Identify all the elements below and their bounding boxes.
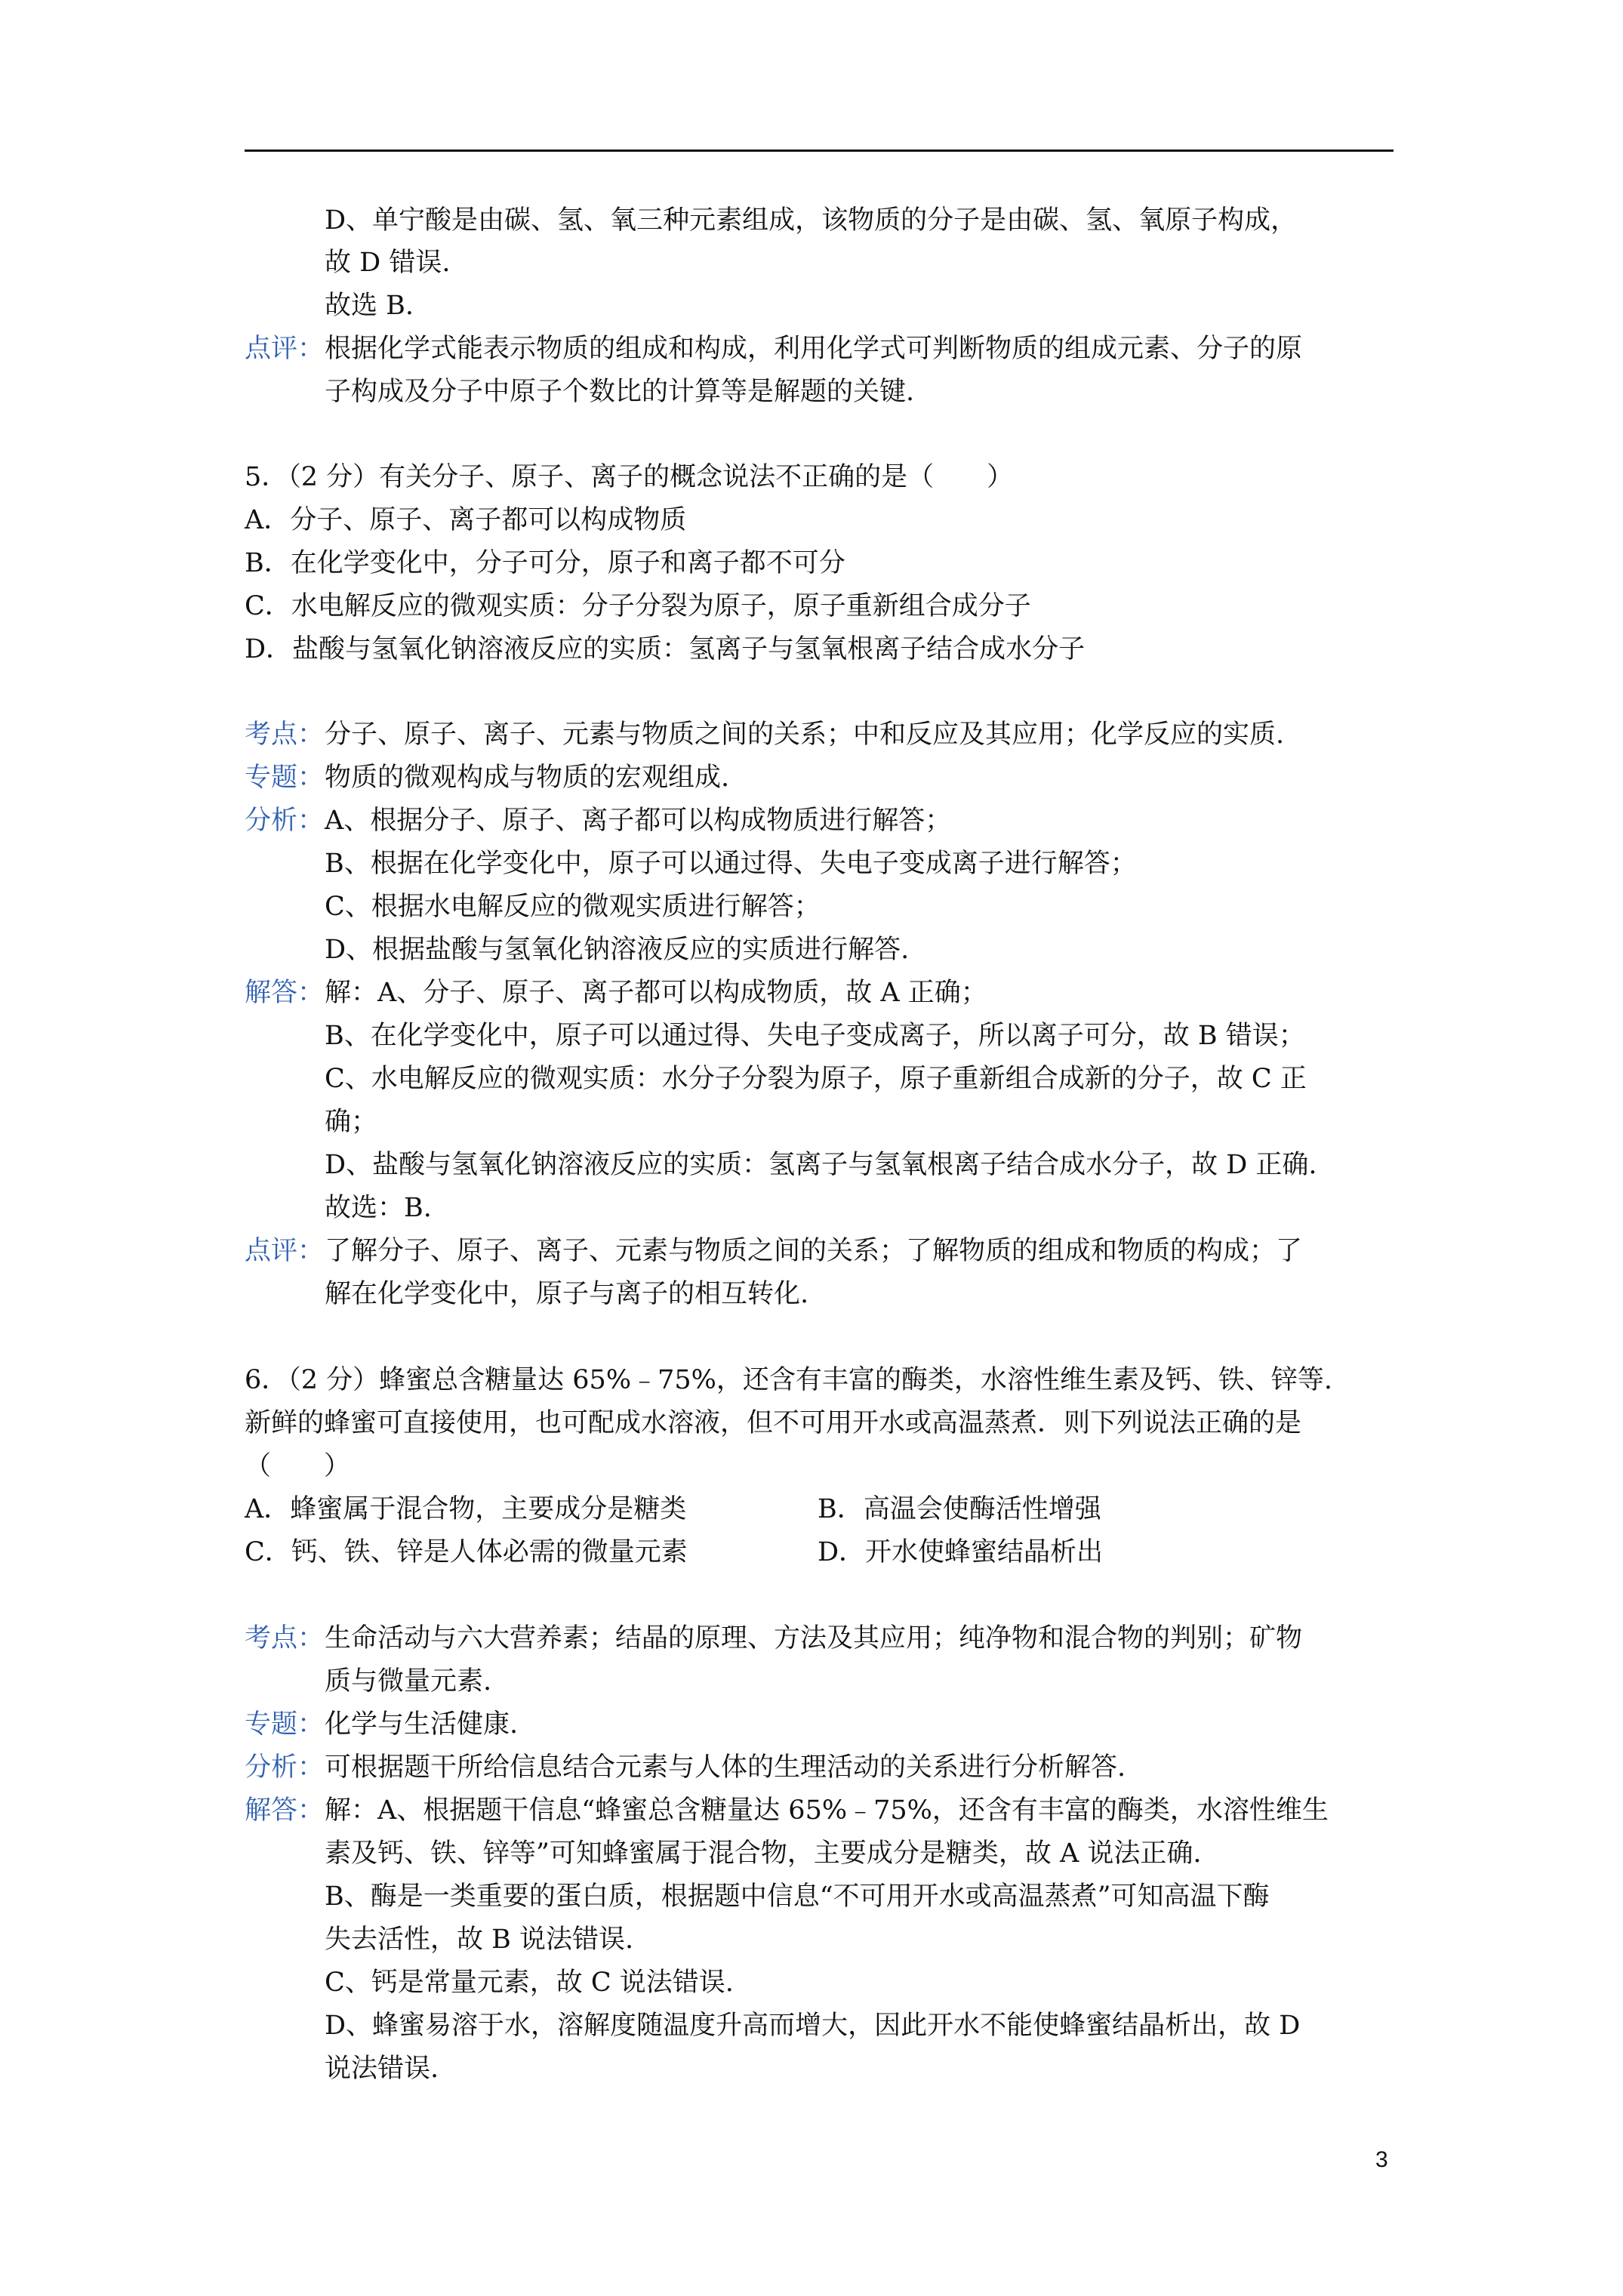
- q5-kaodian: 分子、原子、离子、元素与物质之间的关系；中和反应及其应用；化学反应的实质.: [325, 720, 1285, 750]
- q5-fenxi-line: C、根据水电解反应的微观实质进行解答；: [325, 892, 821, 922]
- q6-kaodian-line: 生命活动与六大营养素；结晶的原理、方法及其应用；纯净物和混合物的判别；矿物: [325, 1623, 1303, 1653]
- prev-option-d-line2: 故 D 错误.: [325, 248, 451, 278]
- q5-stem: 5．（2 分）有关分子、原子、离子的概念说法不正确的是（ ）: [245, 462, 1014, 492]
- prev-comment-tag: 点评：: [245, 334, 325, 364]
- q5-fenxi-line: A、根据分子、原子、离子都可以构成物质进行解答；: [325, 806, 952, 836]
- q5-option-d: D．盐酸与氢氧化钠溶液反应的实质：氢离子与氢氧根离子结合成水分子: [245, 634, 1086, 664]
- q5-fenxi-tag: 分析：: [245, 806, 325, 836]
- page-number: 3: [1375, 2147, 1388, 2172]
- q5-option-b: B．在化学变化中，分子可分，原子和离子都不可分: [245, 548, 845, 578]
- q5-option-a: A．分子、原子、离子都可以构成物质: [245, 505, 687, 535]
- q5-dianping-line: 解在化学变化中，原子与离子的相互转化.: [325, 1279, 809, 1309]
- q5-jieda-line: C、水电解反应的微观实质：水分子分裂为原子，原子重新组合成新的分子，故 C 正: [325, 1064, 1307, 1094]
- q6-zhuanti-tag: 专题：: [245, 1709, 325, 1740]
- q5-option-c: C．水电解反应的微观实质：分子分裂为原子，原子重新组合成分子: [245, 591, 1031, 621]
- q6-option-d: D．开水使蜂蜜结晶析出: [818, 1537, 1104, 1567]
- header-rule: [245, 149, 1394, 152]
- q6-stem-line: 6．（2 分）蜂蜜总含糖量达 65%﹣75%，还含有丰富的酶类，水溶性维生素及钙、铁、锌等.: [245, 1365, 1333, 1395]
- q5-jieda-line: D、盐酸与氢氧化钠溶液反应的实质：氢离子与氢氧根离子结合成水分子，故 D 正确.: [325, 1150, 1317, 1180]
- q5-zhuanti-tag: 专题：: [245, 763, 325, 793]
- q5-jieda-tag: 解答：: [245, 978, 325, 1008]
- q5-jieda-line: B、在化学变化中，原子可以通过得、失电子变成离子，所以离子可分，故 B 错误；: [325, 1021, 1305, 1051]
- q6-jieda-line: 说法错误.: [325, 2054, 439, 2084]
- q5-zhuanti: 物质的微观构成与物质的宏观组成.: [325, 763, 730, 793]
- q6-option-a: A．蜂蜜属于混合物，主要成分是糖类: [245, 1494, 687, 1524]
- q6-jieda-line: 解：A、根据题干信息“蜂蜜总含糖量达 65%﹣75%，还含有丰富的酶类，水溶性维生: [325, 1795, 1329, 1826]
- prev-option-d-line1: D、单宁酸是由碳、氢、氧三种元素组成，该物质的分子是由碳、氢、氧原子构成，: [325, 205, 1298, 236]
- q6-option-c: C．钙、铁、锌是人体必需的微量元素: [245, 1537, 688, 1567]
- q6-jieda-line: C、钙是常量元素，故 C 说法错误.: [325, 1968, 734, 1998]
- prev-comment-line2: 子构成及分子中原子个数比的计算等是解题的关键.: [325, 377, 915, 407]
- q5-jieda-line: 确；: [325, 1107, 378, 1137]
- q5-jieda-line: 解：A、分子、原子、离子都可以构成物质，故 A 正确；: [325, 978, 987, 1008]
- prev-comment-line1: 根据化学式能表示物质的组成和构成，利用化学式可判断物质的组成元素、分子的原: [325, 334, 1303, 364]
- q6-kaodian-line: 质与微量元素.: [325, 1666, 492, 1697]
- prev-choice: 故选 B.: [325, 291, 414, 321]
- q5-kaodian-tag: 考点：: [245, 720, 325, 750]
- q6-jieda-line: B、酶是一类重要的蛋白质，根据题中信息“不可用开水或高温蒸煮”可知高温下酶: [325, 1881, 1270, 1912]
- q6-stem-line: 新鲜的蜂蜜可直接使用，也可配成水溶液，但不可用开水或高温蒸煮．则下列说法正确的是: [245, 1408, 1302, 1438]
- q6-jieda-line: D、蜂蜜易溶于水，溶解度随温度升高而增大，因此开水不能使蜂蜜结晶析出，故 D: [325, 2011, 1301, 2041]
- q6-jieda-line: 素及钙、铁、锌等”可知蜂蜜属于混合物，主要成分是糖类，故 A 说法正确.: [325, 1838, 1202, 1869]
- q6-zhuanti: 化学与生活健康.: [325, 1709, 519, 1740]
- q5-fenxi-line: B、根据在化学变化中，原子可以通过得、失电子变成离子进行解答；: [325, 849, 1137, 879]
- q6-option-b: B．高温会使酶活性增强: [818, 1494, 1101, 1524]
- q5-jieda-line: 故选：B.: [325, 1193, 432, 1223]
- q6-jieda-tag: 解答：: [245, 1795, 325, 1826]
- q5-dianping-line: 了解分子、原子、离子、元素与物质之间的关系；了解物质的组成和物质的构成；了: [325, 1236, 1303, 1266]
- q6-stem-line: （ ）: [245, 1451, 351, 1481]
- q5-fenxi-line: D、根据盐酸与氢氧化钠溶液反应的实质进行解答.: [325, 935, 910, 965]
- q6-jieda-line: 失去活性，故 B 说法错误.: [325, 1925, 634, 1955]
- q6-kaodian-tag: 考点：: [245, 1623, 325, 1653]
- q5-dianping-tag: 点评：: [245, 1236, 325, 1266]
- q6-fenxi: 可根据题干所给信息结合元素与人体的生理活动的关系进行分析解答.: [325, 1752, 1126, 1783]
- q6-fenxi-tag: 分析：: [245, 1752, 325, 1783]
